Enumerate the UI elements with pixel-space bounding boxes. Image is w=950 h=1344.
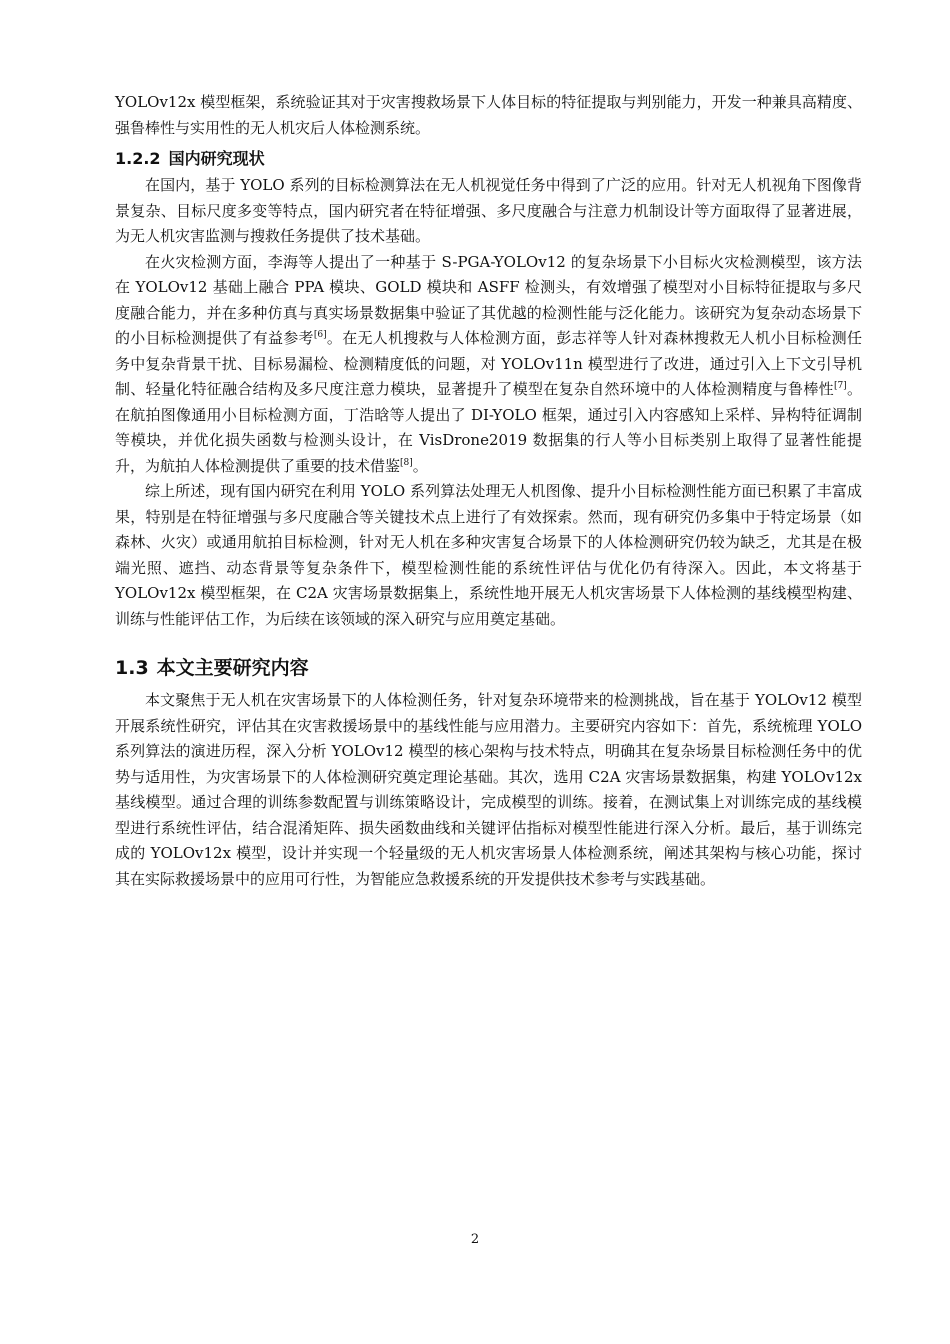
section-title: 本文主要研究内容 [156, 657, 309, 679]
section-number: 1.2.2 [115, 149, 161, 168]
paragraph-research-content: 本文聚焦于无人机在灾害场景下的人体检测任务，针对复杂环境带来的检测挑战，旨在基于 YOLOv12 模型开展系统性研究，评估其在灾害救援场景中的基线性能与应用潜力。主要研究内容如下：首先，系统梳理 YOLO 系列算法的演进历程，深入分析 YOLOv12 模型的核心架构与技术特点，明确其在复杂场景目标检测任务中的优势与适用性，为灾害场景下的人体检测研究奠定理论基础。其次，选用 C2A 灾害场景数据集，构建 YOLOv12x 基线模型。通过合理的训练参数配置与训练策略设计，完成模型的训练。接着，在测试集上对训练完成的基线模型进行系统性评估，结合混淆矩阵、损失函数曲线和关键评估指标对模型性能进行深入分析。最后，基于训练完成的 YOLOv12x 模型，设计并实现一个轻量级的无人机灾害场景人体检测系统，阐述其架构与核心功能，探讨其在实际救援场景中的应用可行性，为智能应急救援系统的开发提供技术参考与实践基础。 [115, 691, 862, 888]
citation-ref: [6] [313, 330, 327, 340]
paragraph-domestic-studies [115, 250, 862, 480]
citation-ref: [8] [400, 457, 413, 468]
paragraph-text: 在火灾检测方面，李海等人提出了一种基于 S-PGA-YOLOv12 的复杂场景下小目标火灾检测模型，该方法在 YOLOv12 基础上融合 PPA 模块、GOLD 模块和 ASFF 检测头，有效增强了模型对小目标特征提取与多尺度融合能力，并在多种仿真与真实场景数据集中验证了其优越的检测性能与泛化能力。该研究为复杂动态场景下的小目标检测提供了有益参考 [115, 252, 862, 347]
section-number: 1.3 [115, 657, 149, 679]
page-content [115, 90, 862, 892]
paragraph-domestic-summary: 综上所述，现有国内研究在利用 YOLO 系列算法处理无人机图像、提升小目标检测性能方面已积累了丰富成果，特别是在特征增强与多尺度融合等关键技术点上进行了有效探索。然而，现有研究仍多集中于特定场景（如森林、火灾）或通用航拍目标检测，针对无人机在多种灾害复合场景下的人体检测研究仍较为缺乏，尤其是在极端光照、遮挡、动态背景等复杂条件下，模型检测性能的系统性评估与优化仍有待深入。因此，本文将基于 YOLOv12x 模型框架，在 C2A 灾害场景数据集上，系统性地开展无人机灾害场景下人体检测的基线模型构建、训练与性能评估工作，为后续在该领域的深入研究与应用奠定基础。 [115, 482, 862, 628]
paragraph-text: 。在航拍图像通用小目标检测方面，丁浩晗等人提出了 DI-YOLO 框架，通过引入内容感知上采样、异构特征调制等模块，并优化损失函数与检测头设计，在 VisDrone2019 数据集的行人等小目标类别上取得了显著性能提升，为航拍人体检测提供了重要的技术借鉴 [115, 380, 862, 475]
section-heading-1-2-2 [115, 147, 862, 171]
intro-paragraph: YOLOv12x 模型框架，系统验证其对于灾害搜救场景下人体目标的特征提取与判别能力，开发一种兼具高精度、强鲁棒性与实用性的无人机灾后人体检测系统。 [115, 93, 862, 137]
section-title: 国内研究现状 [168, 149, 265, 168]
page-number: 2 [470, 1232, 480, 1247]
paragraph-text: 。 [412, 456, 428, 475]
paragraph-domestic-overview: 在国内，基于 YOLO 系列的目标检测算法在无人机视觉任务中得到了广泛的应用。针对无人机视角下图像背景复杂、目标尺度多变等特点，国内研究者在特征增强、多尺度融合与注意力机制设计等方面取得了显著进展，为无人机灾害监测与搜救任务提供了技术基础。 [115, 176, 862, 245]
paragraph-text: 。在无人机搜救与人体检测方面，彭志祥等人针对森林搜救无人机小目标检测任务中复杂背景干扰、目标易漏检、检测精度低的问题，对 YOLOv11n 模型进行了改进，通过引入上下文引导机制、轻量化特征融合结构及多尺度注意力模块，显著提升了模型在复杂自然环境中的人体检测精度与鲁棒性 [115, 329, 862, 398]
section-heading-1-3 [115, 654, 862, 682]
citation-ref: [7] [833, 381, 847, 391]
